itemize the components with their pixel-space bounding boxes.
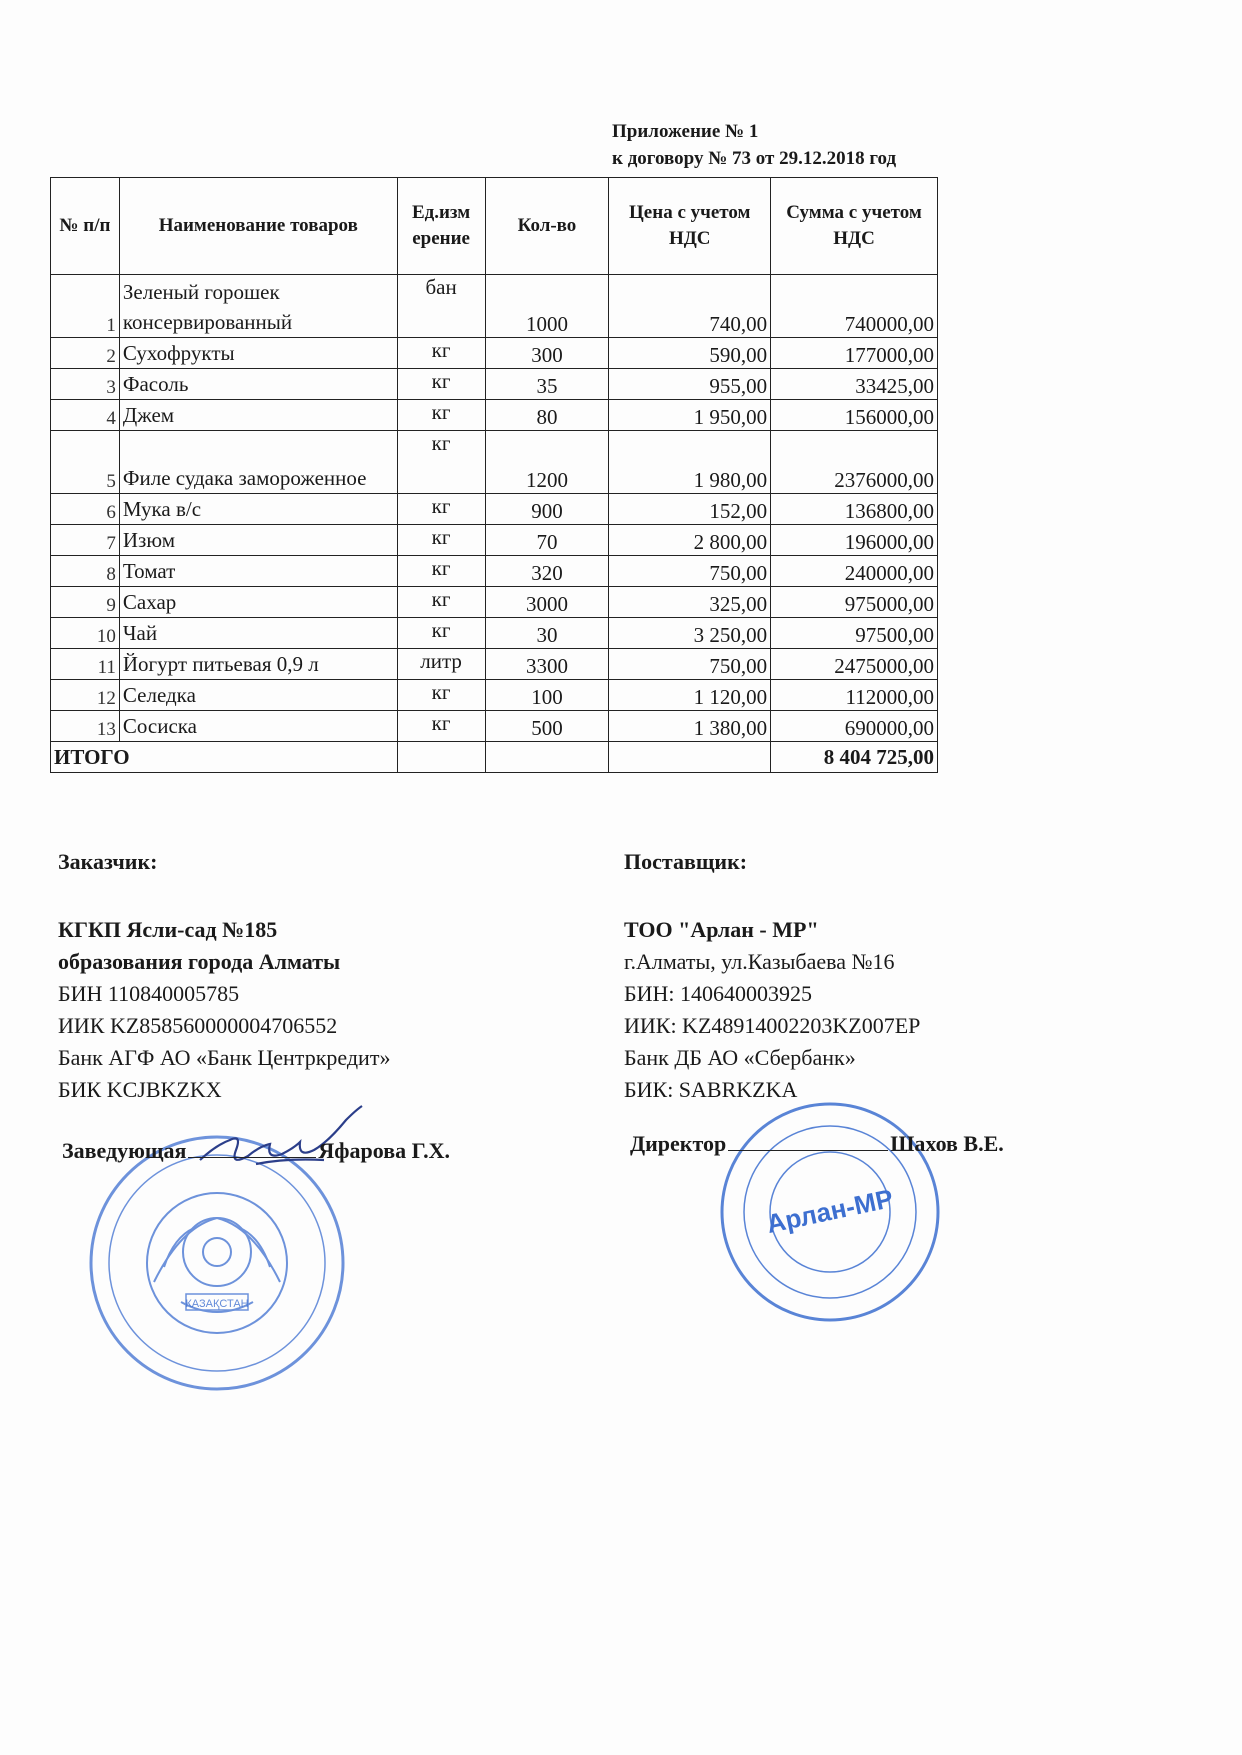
customer-bank: Банк АГФ АО «Банк Центркредит» [58, 1045, 391, 1070]
row-price: 955,00 [609, 369, 771, 400]
row-price: 1 120,00 [609, 680, 771, 711]
row-num: 11 [51, 649, 120, 680]
row-name: Селедка [119, 680, 397, 711]
supplier-address: г.Алматы, ул.Казыбаева №16 [624, 949, 895, 974]
row-name: Джем [119, 400, 397, 431]
customer-bin: БИН 110840005785 [58, 981, 240, 1006]
table-body [51, 275, 938, 773]
row-unit: кг [397, 556, 485, 587]
row-name: Зеленый горошек консервированный [119, 275, 397, 338]
row-sum: 196000,00 [771, 525, 938, 556]
row-sum: 240000,00 [771, 556, 938, 587]
row-unit: кг [397, 680, 485, 711]
total-label: ИТОГО [51, 742, 398, 773]
header-unit: Ед.изм ерение [397, 178, 485, 275]
total-sum: 8 404 725,00 [771, 742, 938, 773]
customer-org-line1: КГКП Ясли-сад №185 [58, 917, 278, 942]
table-row [51, 587, 938, 618]
row-sum: 975000,00 [771, 587, 938, 618]
row-qty: 70 [485, 525, 609, 556]
row-qty: 80 [485, 400, 609, 431]
row-unit: кг [397, 587, 485, 618]
row-num: 13 [51, 711, 120, 742]
customer-sign-role: Заведующая [62, 1138, 187, 1163]
row-unit: кг [397, 494, 485, 525]
total-empty-price [609, 742, 771, 773]
row-qty: 1200 [485, 431, 609, 494]
supplier-stamp-text: Арлан-МР [763, 1183, 896, 1240]
row-name: Фасоль [119, 369, 397, 400]
row-sum: 740000,00 [771, 275, 938, 338]
table-row [51, 680, 938, 711]
row-name: Мука в/с [119, 494, 397, 525]
row-sum: 136800,00 [771, 494, 938, 525]
row-price: 750,00 [609, 649, 771, 680]
row-qty: 500 [485, 711, 609, 742]
row-unit: кг [397, 618, 485, 649]
header-sum: Сумма с учетом НДС [771, 178, 938, 275]
row-price: 3 250,00 [609, 618, 771, 649]
goods-table [50, 177, 938, 773]
table-row [51, 556, 938, 587]
total-empty-unit [397, 742, 485, 773]
supplier-title: Поставщик: [624, 849, 748, 874]
customer-stamp-text: КАЗАҚСТАН [185, 1298, 249, 1310]
header-qty: Кол-во [485, 178, 609, 275]
row-price: 1 950,00 [609, 400, 771, 431]
row-num: 12 [51, 680, 120, 711]
row-qty: 35 [485, 369, 609, 400]
supplier-org-line1: ТОО "Арлан - МР" [624, 917, 819, 942]
row-num: 9 [51, 587, 120, 618]
row-name: Изюм [119, 525, 397, 556]
supplier-sign-name: Шахов В.Е. [890, 1131, 1004, 1156]
row-sum: 112000,00 [771, 680, 938, 711]
row-num: 2 [51, 338, 120, 369]
row-qty: 3000 [485, 587, 609, 618]
table-row [51, 618, 938, 649]
row-name: Томат [119, 556, 397, 587]
customer-title: Заказчик: [58, 849, 158, 874]
appendix-header [612, 118, 896, 172]
row-sum: 2475000,00 [771, 649, 938, 680]
customer-sign-name: Яфарова Г.Х. [318, 1138, 450, 1163]
total-row [51, 742, 938, 773]
row-unit: литр [397, 649, 485, 680]
total-empty-qty [485, 742, 609, 773]
table-row [51, 369, 938, 400]
row-num: 7 [51, 525, 120, 556]
customer-signature-line [62, 1138, 450, 1164]
customer-bik: БИК KCJBKZKX [58, 1077, 222, 1102]
row-name: Филе судака замороженное [119, 431, 397, 494]
row-qty: 3300 [485, 649, 609, 680]
signature-underline [728, 1150, 888, 1151]
row-unit: кг [397, 711, 485, 742]
row-num: 1 [51, 275, 120, 338]
row-name: Сахар [119, 587, 397, 618]
table-row [51, 431, 938, 494]
customer-iik: ИИК KZ858560000004706552 [58, 1013, 338, 1038]
row-qty: 100 [485, 680, 609, 711]
supplier-bik: БИК: SABRKZKA [624, 1077, 798, 1102]
header-name: Наименование товаров [119, 178, 397, 275]
row-qty: 320 [485, 556, 609, 587]
row-unit: кг [397, 369, 485, 400]
table-row [51, 649, 938, 680]
row-name: Йогурт питьевая 0,9 л [119, 649, 397, 680]
supplier-signature-line [630, 1131, 1004, 1157]
row-price: 325,00 [609, 587, 771, 618]
row-price: 740,00 [609, 275, 771, 338]
row-sum: 177000,00 [771, 338, 938, 369]
supplier-iik: ИИК: KZ48914002203KZ007EP [624, 1013, 921, 1038]
table-header-row [51, 178, 938, 275]
row-unit: бан [397, 275, 485, 338]
supplier-block [624, 846, 920, 1106]
row-unit: кг [397, 338, 485, 369]
row-price: 2 800,00 [609, 525, 771, 556]
table-row [51, 338, 938, 369]
supplier-sign-role: Директор [630, 1131, 727, 1156]
row-price: 1 980,00 [609, 431, 771, 494]
row-unit: кг [397, 431, 485, 494]
row-price: 1 380,00 [609, 711, 771, 742]
header-price: Цена с учетом НДС [609, 178, 771, 275]
row-num: 6 [51, 494, 120, 525]
row-unit: кг [397, 400, 485, 431]
customer-block [58, 846, 390, 1106]
row-price: 590,00 [609, 338, 771, 369]
supplier-bin: БИН: 140640003925 [624, 981, 813, 1006]
table-row [51, 400, 938, 431]
table-row [51, 525, 938, 556]
row-price: 750,00 [609, 556, 771, 587]
supplier-bank: Банк ДБ АО «Сбербанк» [624, 1045, 856, 1070]
row-name: Сосиска [119, 711, 397, 742]
row-sum: 690000,00 [771, 711, 938, 742]
table-row [51, 711, 938, 742]
row-sum: 97500,00 [771, 618, 938, 649]
appendix-title: Приложение № 1 [612, 121, 759, 142]
row-qty: 1000 [485, 275, 609, 338]
row-num: 3 [51, 369, 120, 400]
row-qty: 300 [485, 338, 609, 369]
contract-reference: к договору № 73 от 29.12.2018 год [612, 148, 897, 169]
row-num: 5 [51, 431, 120, 494]
row-num: 10 [51, 618, 120, 649]
customer-org-line2: образования города Алматы [58, 949, 341, 974]
signature-underline [188, 1157, 316, 1158]
row-qty: 30 [485, 618, 609, 649]
header-num: № п/п [51, 178, 120, 275]
table-row [51, 275, 938, 338]
row-name: Чай [119, 618, 397, 649]
row-num: 4 [51, 400, 120, 431]
row-qty: 900 [485, 494, 609, 525]
table-row [51, 494, 938, 525]
row-unit: кг [397, 525, 485, 556]
row-sum: 33425,00 [771, 369, 938, 400]
row-sum: 156000,00 [771, 400, 938, 431]
row-name: Сухофрукты [119, 338, 397, 369]
row-price: 152,00 [609, 494, 771, 525]
row-sum: 2376000,00 [771, 431, 938, 494]
row-num: 8 [51, 556, 120, 587]
